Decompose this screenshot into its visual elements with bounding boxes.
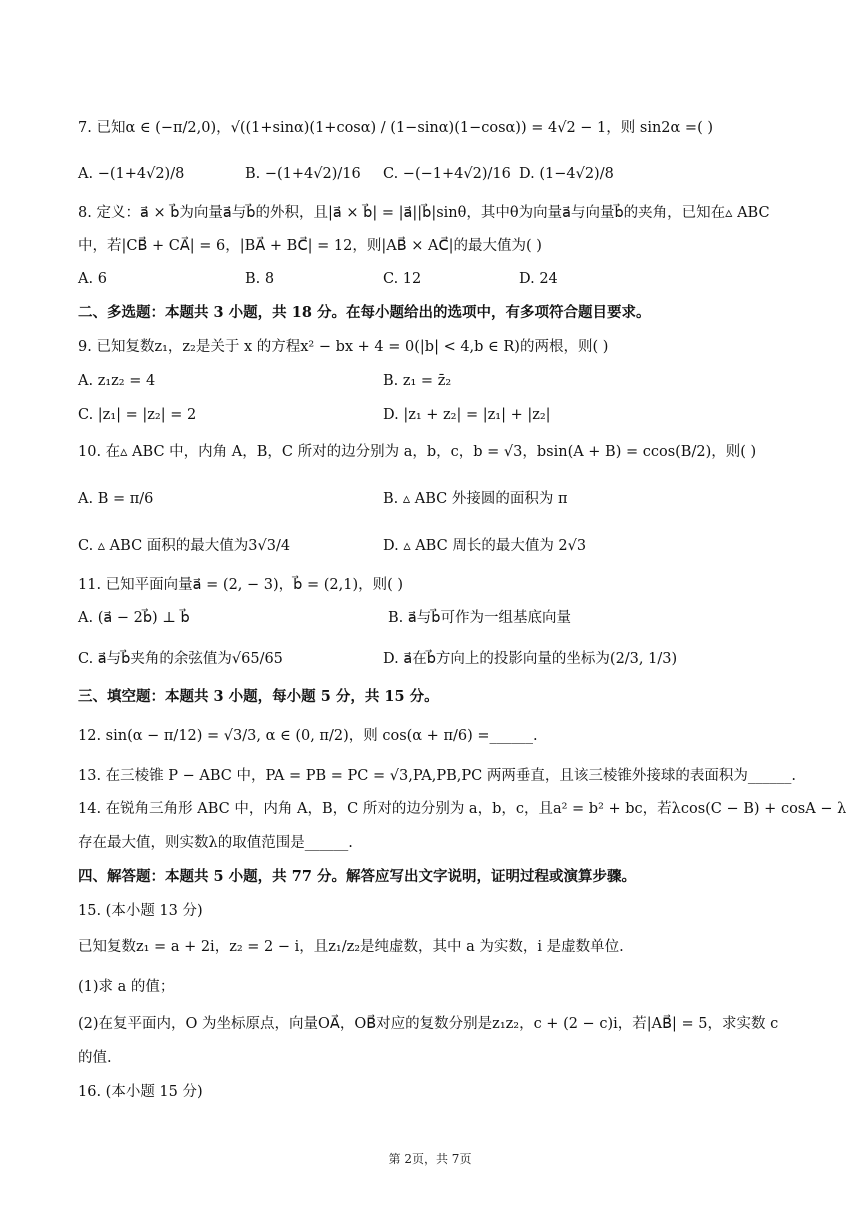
- q9-option-b: B. z₁ = z̄₂: [383, 373, 452, 389]
- q9-option-a: A. z₁z₂ = 4: [78, 373, 156, 389]
- q11-stem: 11. 已知平面向量a⃗ = (2, − 3)，b⃗ = (2,1)，则( ): [78, 577, 404, 593]
- q15-part1: (1)求 a 的值；: [78, 979, 175, 995]
- q8-option-c: C. 12: [383, 271, 422, 287]
- page-footer: 第 2页，共 7页: [388, 1152, 472, 1166]
- q10-option-d: D. ▵ ABC 周长的最大值为 2√3: [383, 538, 587, 554]
- q7-option-a: A. −(1+4√2)/8: [78, 166, 185, 182]
- q7-stem: 7. 已知α ∈ (−π/2,0)，√((1+sinα)(1+cosα) / (1−sinα)(1−cosα)) = 4√2 − 1，则 sin2α =( ): [78, 120, 713, 136]
- q10-stem: 10. 在▵ ABC 中，内角 A，B，C 所对的边分别为 a，b，c，b = √3，bsin(A + B) = ccos(B/2)，则( ): [78, 444, 757, 460]
- q15-header: 15. (本小题 13 分): [78, 903, 203, 919]
- q11-option-c: C. a⃗与b⃗夹角的余弦值为√65/65: [78, 651, 283, 667]
- q15-stem: 已知复数z₁ = a + 2i，z₂ = 2 − i，且z₁/z₂是纯虚数，其中 a 为实数，i 是虚数单位.: [78, 939, 624, 955]
- q8-option-d: D. 24: [519, 271, 558, 287]
- q15-part2-line1: (2)在复平面内，O 为坐标原点，向量OA⃗，OB⃗对应的复数分别是z₁z₂，c + (2 − c)i，若|AB⃗| = 5，求实数 c: [78, 1016, 779, 1032]
- q15-part2-line2: 的值.: [78, 1050, 112, 1066]
- section-2-heading: 二、多选题：本题共 3 小题，共 18 分。在每小题给出的选项中，有多项符合题目要求。: [78, 304, 651, 321]
- section-3-heading: 三、填空题：本题共 3 小题，每小题 5 分，共 15 分。: [78, 688, 439, 705]
- q7-option-b: B. −(1+4√2)/16: [245, 166, 361, 182]
- q14-stem-line2: 存在最大值，则实数λ的取值范围是______.: [78, 835, 353, 851]
- q9-option-c: C. |z₁| = |z₂| = 2: [78, 407, 197, 423]
- q8-stem-line1: 8. 定义：a⃗ × b⃗为向量a⃗与b⃗的外积，且|a⃗ × b⃗| = |a⃗||b⃗|sinθ，其中θ为向量a⃗与向量b⃗的夹角，已知在▵ ABC: [78, 205, 770, 221]
- q16-header: 16. (本小题 15 分): [78, 1084, 203, 1100]
- q7-option-c: C. −(−1+4√2)/16: [383, 166, 511, 182]
- q12-stem: 12. sin(α − π/12) = √3/3, α ∈ (0, π/2)，则 cos(α + π/6) =______.: [78, 728, 538, 744]
- q8-option-a: A. 6: [78, 271, 107, 287]
- q10-option-c: C. ▵ ABC 面积的最大值为3√3/4: [78, 538, 291, 554]
- q10-option-a: A. B = π/6: [78, 491, 154, 507]
- q9-stem: 9. 已知复数z₁，z₂是关于 x 的方程x² − bx + 4 = 0(|b| < 4,b ∈ R)的两根，则( ): [78, 339, 609, 355]
- q13-stem: 13. 在三棱锥 P − ABC 中，PA = PB = PC = √3,PA,PB,PC 两两垂直，且该三棱锥外接球的表面积为______.: [78, 768, 796, 784]
- section-4-heading: 四、解答题：本题共 5 小题，共 77 分。解答应写出文字说明，证明过程或演算步骤。: [78, 868, 636, 885]
- q8-option-b: B. 8: [245, 271, 275, 287]
- q11-option-b: B. a⃗与b⃗可作为一组基底向量: [388, 610, 571, 626]
- q8-stem-line2: 中，若|CB⃗ + CA⃗| = 6，|BA⃗ + BC⃗| = 12，则|AB⃗ × AC⃗|的最大值为( ): [78, 238, 542, 254]
- q11-option-d: D. a⃗在b⃗方向上的投影向量的坐标为(2/3, 1/3): [383, 651, 678, 667]
- q10-option-b: B. ▵ ABC 外接圆的面积为 π: [383, 491, 568, 507]
- q9-option-d: D. |z₁ + z₂| = |z₁| + |z₂|: [383, 407, 551, 423]
- q14-stem-line1: 14. 在锐角三角形 ABC 中，内角 A，B，C 所对的边分别为 a，b，c，且a² = b² + bc，若λcos(C − B) + cosA − λ: [78, 801, 847, 817]
- q11-option-a: A. (a⃗ − 2b⃗) ⊥ b⃗: [78, 610, 190, 626]
- q7-option-d: D. (1−4√2)/8: [519, 166, 614, 182]
